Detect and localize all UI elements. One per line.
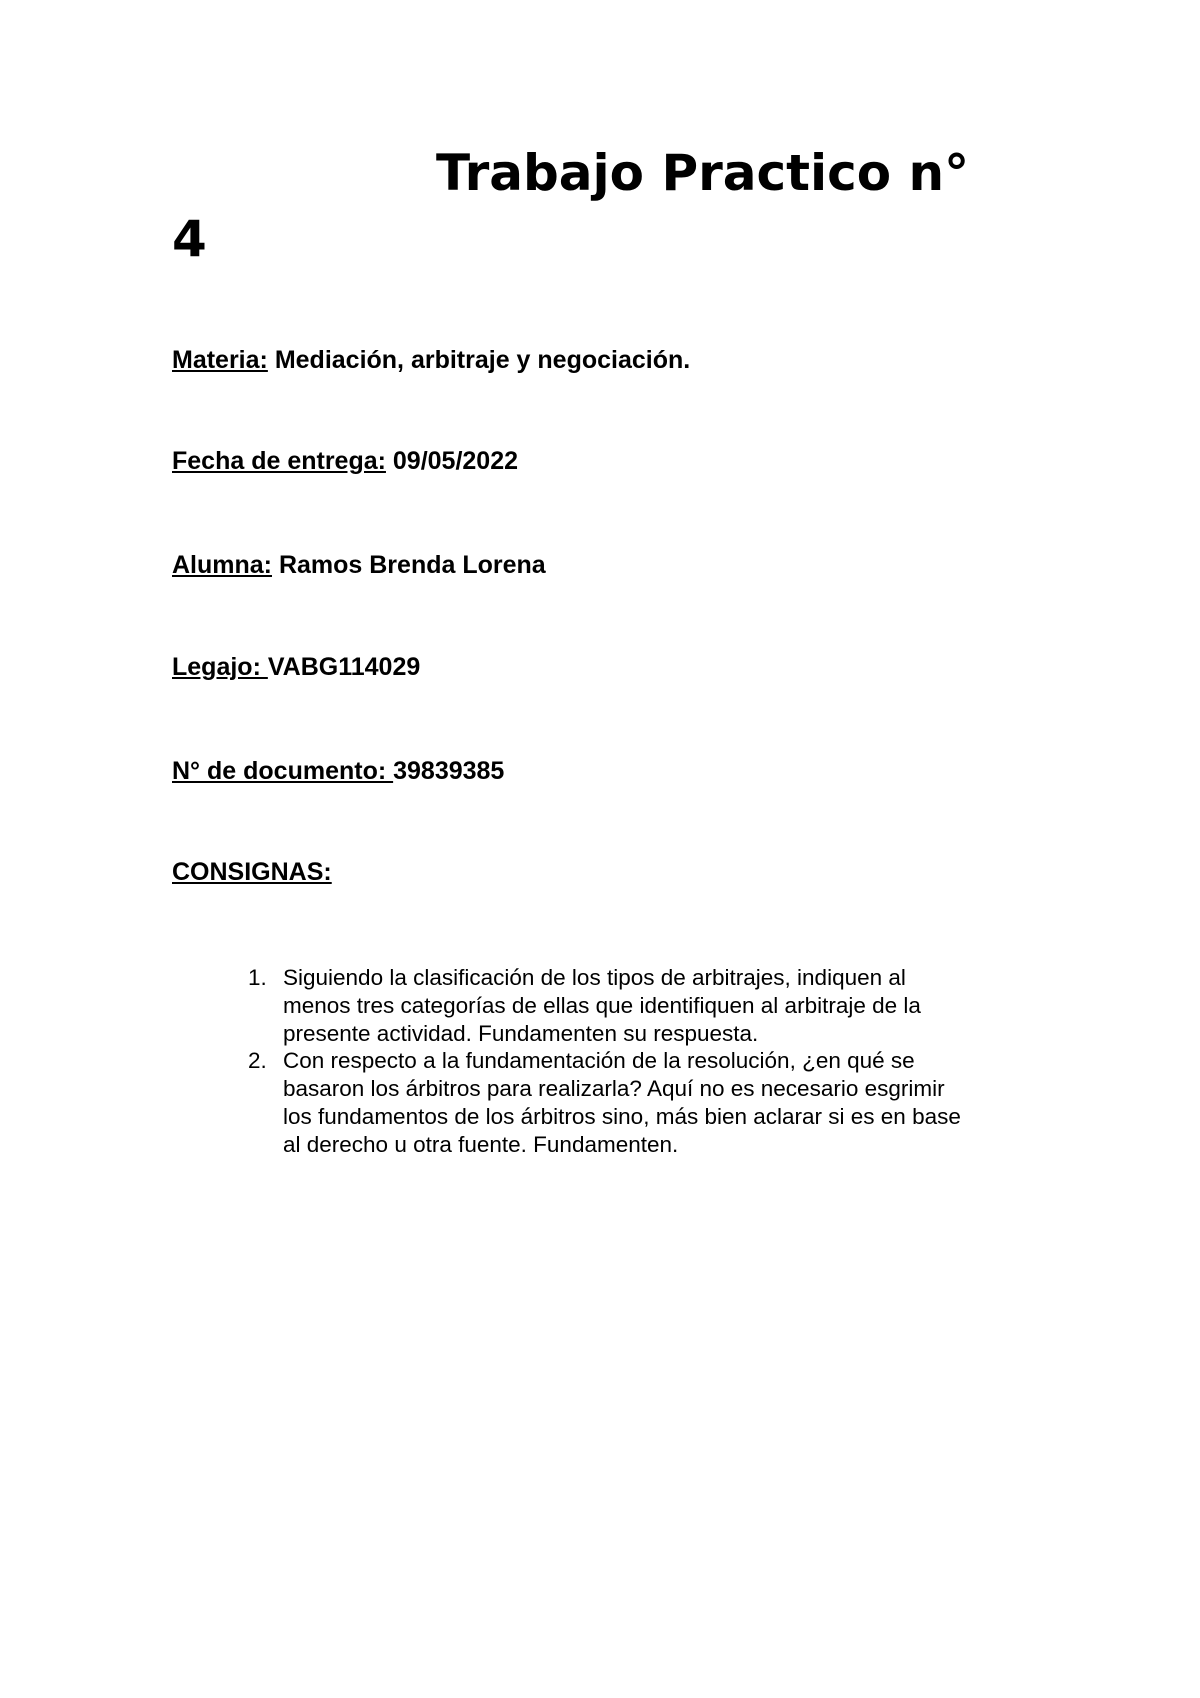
title-line-2: 4 <box>172 210 207 268</box>
field-label: Legajo: <box>172 653 268 681</box>
field-value: 09/05/2022 <box>385 447 519 475</box>
list-number: 1. <box>248 965 267 990</box>
field-alumna <box>172 550 546 580</box>
list-text-line: Con respecto a la fundamentación de la resolución, ¿en qué se <box>283 1048 915 1074</box>
field-label: Materia: <box>172 346 268 374</box>
field-value: Mediación, arbitraje y negociación. <box>267 346 691 374</box>
field-label: CONSIGNAS: <box>172 858 332 886</box>
title-line-1: Trabajo Practico n° <box>436 144 970 202</box>
field-value: VABG114029 <box>267 653 421 681</box>
list-number: 2. <box>248 1048 267 1074</box>
field-documento <box>172 756 504 786</box>
field-label: Fecha de entrega: <box>172 447 386 475</box>
list-text-line: al derecho u otra fuente. Fundamenten. <box>283 1131 679 1157</box>
field-value: 39839385 <box>393 757 505 785</box>
list-text-line: menos tres categorías de ellas que identifiquen al arbitraje de la <box>283 992 921 1018</box>
list-item <box>172 1047 961 1158</box>
field-label: Alumna: <box>172 551 272 579</box>
document-title <box>172 140 1072 272</box>
list-text-line: basaron los árbitros para realizarla? Aquí no es necesario esgrimir <box>283 1076 945 1102</box>
consignas-heading <box>172 857 332 887</box>
list-item <box>172 964 961 1047</box>
list-text-line: Siguiendo la clasificación de los tipos de arbitrajes, indiquen al <box>283 965 906 990</box>
list-text-line: presente actividad. Fundamenten su respuesta. <box>283 1020 759 1046</box>
list-text-line: los fundamentos de los árbitros sino, más bien aclarar si es en base <box>283 1103 961 1129</box>
consignas-list <box>172 964 961 1159</box>
field-legajo <box>172 652 420 682</box>
field-fecha-entrega <box>172 446 518 476</box>
field-materia <box>172 345 690 375</box>
field-label: N° de documento: <box>172 757 394 785</box>
field-value: Ramos Brenda Lorena <box>272 551 546 579</box>
